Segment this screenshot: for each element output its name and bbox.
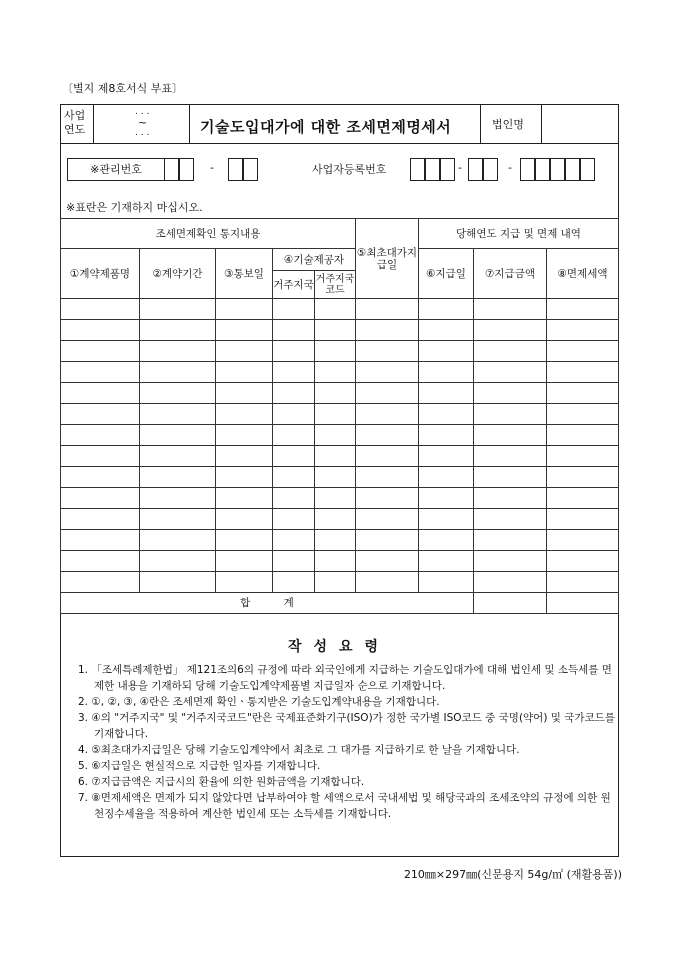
table-cell[interactable]: [547, 362, 619, 383]
table-cell[interactable]: [315, 362, 356, 383]
table-cell[interactable]: [474, 446, 547, 467]
dash: -: [508, 161, 512, 174]
table-cell[interactable]: [61, 341, 140, 362]
bizreg-cell[interactable]: [550, 158, 565, 181]
col-residence-country: 거주지국: [273, 271, 315, 299]
table-cell[interactable]: [474, 509, 547, 530]
table-cell[interactable]: [140, 362, 216, 383]
table-cell[interactable]: [474, 362, 547, 383]
table-cell[interactable]: [356, 341, 419, 362]
table-cell[interactable]: [216, 299, 273, 320]
table-cell[interactable]: [61, 404, 140, 425]
table-row: [61, 446, 619, 467]
table-cell[interactable]: [315, 404, 356, 425]
instruction-item: 7. ⑧면제세액은 면제가 되지 않았다면 납부하여야 할 세액으로서 국내세법 및 해당국과의 조세조약의 규정에 의한 원천징수세율을 적용하여 계산한 법인세 또는 소득세를 기재합니다.: [78, 792, 611, 820]
total-exempt-tax[interactable]: [547, 593, 619, 614]
col-payment-date: ⑥지급일: [419, 249, 474, 299]
table-cell[interactable]: [315, 572, 356, 593]
year-tilde: ~: [138, 116, 148, 129]
corp-name-label: 법인명: [492, 118, 524, 131]
table-cell[interactable]: [216, 446, 273, 467]
instruction-item: 4. ⑤최초대가지급일은 당해 기술도입계약에서 최초로 그 대가를 지급하기로 한 날을 기재합니다.: [78, 744, 520, 756]
table-cell[interactable]: [216, 509, 273, 530]
bizreg-label: 사업자등록번호: [312, 163, 387, 176]
table-cell[interactable]: [547, 446, 619, 467]
bizreg-cell[interactable]: [483, 158, 498, 181]
form-reference: 〔별지 제8호서식 부표〕: [62, 82, 183, 95]
table-cell[interactable]: [140, 509, 216, 530]
table-cell[interactable]: [140, 467, 216, 488]
col-residence-code: 거주지국코드: [315, 271, 356, 299]
table-cell[interactable]: [216, 488, 273, 509]
table-cell[interactable]: [273, 551, 315, 572]
table-cell[interactable]: [216, 320, 273, 341]
bizreg-cell[interactable]: [520, 158, 535, 181]
table-cell[interactable]: [140, 383, 216, 404]
table-cell[interactable]: [273, 404, 315, 425]
table-cell[interactable]: [547, 404, 619, 425]
table-cell[interactable]: [419, 383, 474, 404]
table-cell[interactable]: [61, 509, 140, 530]
table-cell[interactable]: [61, 551, 140, 572]
table-cell[interactable]: [273, 572, 315, 593]
mgmt-number-cell[interactable]: [164, 158, 179, 181]
col-exempt-tax: ⑧면제세액: [547, 249, 619, 299]
table-cell[interactable]: [315, 341, 356, 362]
table-cell[interactable]: [315, 509, 356, 530]
table-cell[interactable]: [273, 362, 315, 383]
table-cell[interactable]: [273, 467, 315, 488]
table-cell[interactable]: [474, 425, 547, 446]
table-cell[interactable]: [273, 341, 315, 362]
table-cell[interactable]: [315, 488, 356, 509]
mgmt-number-cell[interactable]: [228, 158, 243, 181]
table-cell[interactable]: [273, 488, 315, 509]
table-cell[interactable]: [419, 530, 474, 551]
table-cell[interactable]: [315, 425, 356, 446]
bizreg-cell[interactable]: [410, 158, 425, 181]
instructions: [60, 626, 618, 822]
col-contract-period: ②계약기간: [140, 249, 216, 299]
table-cell[interactable]: [547, 509, 619, 530]
total-payment-amount[interactable]: [474, 593, 547, 614]
instructions-title: 작성요령: [287, 639, 391, 655]
table-cell[interactable]: [356, 551, 419, 572]
table-cell[interactable]: [474, 320, 547, 341]
table-cell[interactable]: [419, 299, 474, 320]
table-cell[interactable]: [356, 572, 419, 593]
table-cell[interactable]: [216, 551, 273, 572]
form-title: 기술도입대가에 대한 조세면제명세서: [200, 118, 452, 136]
col-notice-date: ③통보일: [216, 249, 273, 299]
table-row: [61, 530, 619, 551]
table-cell[interactable]: [140, 341, 216, 362]
table-cell[interactable]: [547, 299, 619, 320]
table-cell[interactable]: [61, 320, 140, 341]
bizreg-cell[interactable]: [580, 158, 595, 181]
table-cell[interactable]: [356, 509, 419, 530]
table-cell[interactable]: [140, 299, 216, 320]
table-row: [61, 341, 619, 362]
table-cell[interactable]: [419, 362, 474, 383]
table-cell[interactable]: [474, 488, 547, 509]
table-cell[interactable]: [474, 551, 547, 572]
table-cell[interactable]: [474, 341, 547, 362]
instruction-item: 5. ⑥지급일은 현실적으로 지급한 일자를 기재합니다.: [78, 760, 321, 772]
table-cell[interactable]: [61, 299, 140, 320]
table-cell[interactable]: [140, 446, 216, 467]
table-cell[interactable]: [356, 530, 419, 551]
group-header-notice: 조세면제확인 통지내용: [61, 219, 356, 249]
instruction-item: 1. 「조세특례제한법」 제121조의6의 규정에 따라 외국인에게 지급하는 기술도입대가에 대해 법인세 및 소득세를 면제한 내용을 기재하되 당해 기술도입계약제품별 지급일자 순으로 기재합니다.: [78, 664, 612, 692]
table-cell[interactable]: [140, 530, 216, 551]
table-cell[interactable]: [419, 509, 474, 530]
year-end-field[interactable]: . . .: [135, 128, 150, 138]
table-cell[interactable]: [273, 425, 315, 446]
table-cell[interactable]: [273, 383, 315, 404]
table-cell[interactable]: [356, 404, 419, 425]
table-cell[interactable]: [140, 572, 216, 593]
table-cell[interactable]: [273, 509, 315, 530]
table-cell[interactable]: [315, 383, 356, 404]
bizreg-cell[interactable]: [535, 158, 550, 181]
table-row: [61, 404, 619, 425]
table-cell[interactable]: [419, 425, 474, 446]
table-cell[interactable]: [356, 362, 419, 383]
table-cell[interactable]: [474, 404, 547, 425]
mgmt-number-cell[interactable]: [243, 158, 258, 181]
exemption-table: [60, 218, 619, 614]
table-cell[interactable]: [474, 467, 547, 488]
table-cell[interactable]: [61, 446, 140, 467]
col-payment-amount: ⑦지급금액: [474, 249, 547, 299]
bizreg-cell[interactable]: [425, 158, 440, 181]
table-cell[interactable]: [315, 446, 356, 467]
table-cell[interactable]: [547, 572, 619, 593]
table-cell[interactable]: [315, 551, 356, 572]
table-cell[interactable]: [61, 572, 140, 593]
table-cell[interactable]: [356, 467, 419, 488]
table-cell[interactable]: [474, 299, 547, 320]
table-cell[interactable]: [273, 299, 315, 320]
dash: -: [210, 161, 214, 174]
table-cell[interactable]: [61, 530, 140, 551]
table-cell[interactable]: [315, 530, 356, 551]
table-row: [61, 425, 619, 446]
instruction-item: 3. ④의 "거주지국" 및 "거주지국코드"란은 국제표준화기구(ISO)가 정한 국가별 ISO코드 중 국명(약어) 및 국가코드를 기재합니다.: [78, 712, 615, 740]
table-cell[interactable]: [419, 467, 474, 488]
table-cell[interactable]: [356, 383, 419, 404]
table-cell[interactable]: [140, 425, 216, 446]
table-cell[interactable]: [273, 530, 315, 551]
table-cell[interactable]: [419, 404, 474, 425]
table-cell[interactable]: [216, 404, 273, 425]
table-cell[interactable]: [140, 551, 216, 572]
table-cell[interactable]: [474, 383, 547, 404]
table-cell[interactable]: [547, 383, 619, 404]
table-cell[interactable]: [356, 320, 419, 341]
table-cell[interactable]: [140, 320, 216, 341]
table-cell[interactable]: [547, 341, 619, 362]
table-cell[interactable]: [419, 320, 474, 341]
table-cell[interactable]: [547, 488, 619, 509]
table-row: [61, 299, 619, 320]
table-cell[interactable]: [273, 446, 315, 467]
table-row: [61, 551, 619, 572]
table-cell[interactable]: [216, 383, 273, 404]
instruction-item: 2. ①, ②, ③, ④란은 조세면제 확인ㆍ통지받은 기술도입계약내용을 기재합니다.: [78, 696, 440, 708]
instruction-item: 6. ⑦지급금액은 지급시의 환율에 의한 원화금액을 기재합니다.: [78, 776, 365, 788]
table-row: [61, 572, 619, 593]
table-row: [61, 362, 619, 383]
group-header-payment: 당해연도 지급 및 면제 내역: [419, 219, 619, 249]
table-cell[interactable]: [419, 572, 474, 593]
table-cell[interactable]: [315, 467, 356, 488]
table-cell[interactable]: [216, 362, 273, 383]
table-row: [61, 488, 619, 509]
table-cell[interactable]: [547, 425, 619, 446]
table-row: [61, 320, 619, 341]
table-cell[interactable]: [315, 299, 356, 320]
table-cell[interactable]: [216, 341, 273, 362]
table-cell[interactable]: [140, 404, 216, 425]
table-cell[interactable]: [419, 551, 474, 572]
table-cell[interactable]: [315, 320, 356, 341]
bizreg-cell[interactable]: [468, 158, 483, 181]
table-cell[interactable]: [419, 341, 474, 362]
table-cell[interactable]: [61, 362, 140, 383]
table-cell[interactable]: [356, 488, 419, 509]
mgmt-number-cell[interactable]: [179, 158, 194, 181]
col-tech-provider: ④기술제공자: [273, 249, 356, 271]
col-contract-product: ①계약제품명: [61, 249, 140, 299]
table-row: [61, 467, 619, 488]
table-cell[interactable]: [216, 572, 273, 593]
dash: -: [458, 161, 462, 174]
table-cell[interactable]: [61, 488, 140, 509]
bizreg-cell[interactable]: [565, 158, 580, 181]
table-cell[interactable]: [419, 446, 474, 467]
table-cell[interactable]: [547, 467, 619, 488]
table-cell[interactable]: [61, 383, 140, 404]
table-row: [61, 509, 619, 530]
col-first-payment-date: ⑤최초대가지급일: [356, 219, 419, 299]
table-cell[interactable]: [216, 467, 273, 488]
note-text: ※표란은 기재하지 마십시오.: [66, 201, 203, 214]
table-cell[interactable]: [356, 425, 419, 446]
table-cell[interactable]: [547, 320, 619, 341]
year-start-field[interactable]: . . .: [135, 107, 150, 117]
bizreg-cell[interactable]: [440, 158, 455, 181]
table-cell[interactable]: [140, 488, 216, 509]
table-row: [61, 383, 619, 404]
total-row: [61, 593, 619, 614]
table-cell[interactable]: [356, 446, 419, 467]
mgmt-number-label: ※관리번호: [67, 158, 165, 181]
table-cell[interactable]: [547, 551, 619, 572]
table-cell[interactable]: [61, 467, 140, 488]
business-year-label: 사업연도: [64, 109, 86, 136]
table-cell[interactable]: [547, 530, 619, 551]
paper-spec: 210㎜×297㎜(신문용지 54g/㎡ (재활용품)): [403, 868, 622, 881]
table-cell[interactable]: [474, 530, 547, 551]
table-cell[interactable]: [273, 320, 315, 341]
table-cell[interactable]: [356, 299, 419, 320]
table-cell[interactable]: [216, 425, 273, 446]
table-cell[interactable]: [419, 488, 474, 509]
table-cell[interactable]: [61, 425, 140, 446]
total-label: 합 계: [61, 593, 474, 614]
table-cell[interactable]: [216, 530, 273, 551]
table-cell[interactable]: [474, 572, 547, 593]
